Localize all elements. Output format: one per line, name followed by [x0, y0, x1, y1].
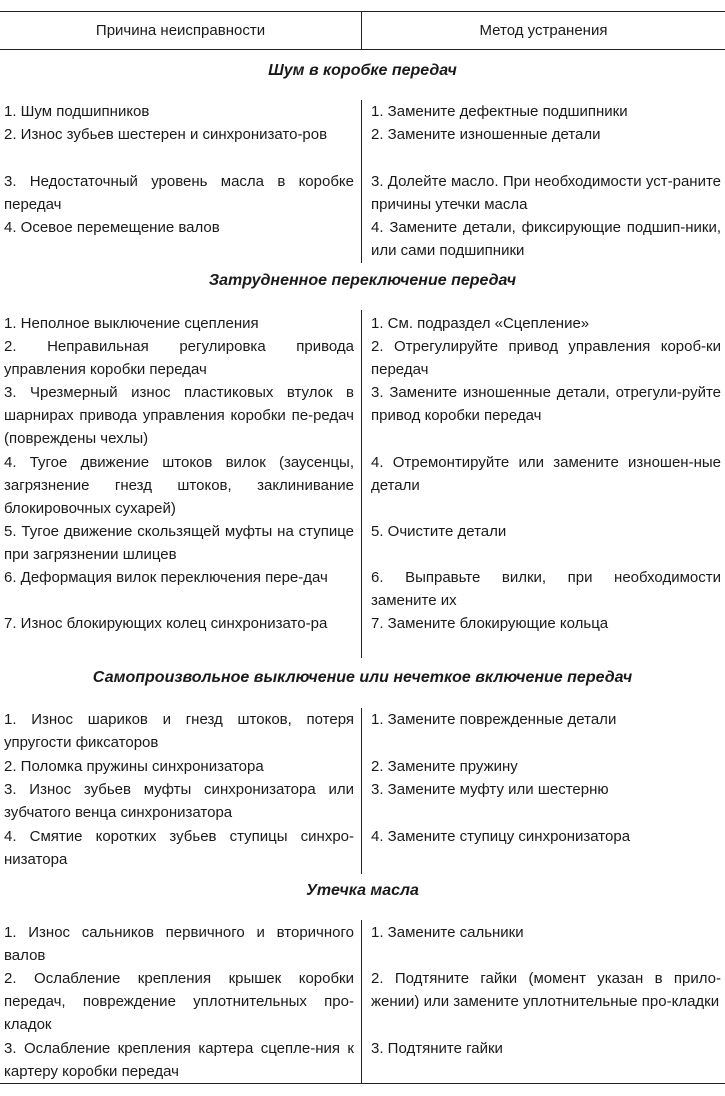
remedy-cell: 3. Долейте масло. При необходимости уст-раните причины утечки масла	[371, 173, 721, 213]
cause-cell: 3. Ослабление крепления картера сцепле-ния к картеру коробки передач	[4, 1040, 354, 1080]
remedy-cell: 2. Отрегулируйте привод управления короб-ки передач	[371, 338, 721, 378]
column-header-remedy: Метод устранения	[479, 21, 608, 39]
column-divider	[361, 920, 362, 1083]
remedy-cell: 4. Замените детали, фиксирующие подшип-ники, или сами подшипники	[371, 219, 721, 259]
cause-cell: 6. Деформация вилок переключения пере-дач	[4, 569, 328, 586]
cause-cell: 2. Износ зубьев шестерен и синхронизато-ров	[4, 126, 328, 143]
section-title: Утечка масла	[306, 882, 419, 899]
cause-cell: 3. Износ зубьев муфты синхронизатора или зубчатого венца синхронизатора	[4, 781, 354, 821]
remedy-cell: 2. Замените пружину	[371, 758, 518, 775]
remedy-cell: 4. Замените ступицу синхронизатора	[371, 828, 631, 845]
remedy-cell: 2. Замените изношенные детали	[371, 126, 601, 143]
column-divider	[361, 310, 362, 658]
column-divider	[361, 100, 362, 263]
section-title: Самопроизвольное выключение или нечеткое включение передач	[92, 669, 633, 686]
remedy-cell: 3. Подтяните гайки	[371, 1040, 503, 1057]
remedy-cell: 3. Замените изношенные детали, отрегули-руйте привод коробки передач	[371, 384, 721, 424]
cause-cell: 2. Ослабление крепления крышек коробки передач, повреждение уплотнительных про-кладок	[4, 970, 354, 1033]
cause-cell: 3. Недостаточный уровень масла в коробке передач	[4, 173, 354, 213]
remedy-cell: 1. Замените поврежденные детали	[371, 711, 617, 728]
remedy-cell: 5. Очистите детали	[371, 523, 507, 540]
remedy-cell: 2. Подтяните гайки (момент указан в прило-жении) или замените уплотнительные про-кладки	[371, 970, 721, 1010]
remedy-cell: 1. См. подраздел «Сцепление»	[371, 315, 590, 332]
section-title: Затрудненное переключение передач	[208, 272, 517, 289]
cause-cell: 5. Тугое движение скользящей муфты на ступице при загрязнении шлицев	[4, 523, 354, 563]
remedy-cell: 1. Замените дефектные подшипники	[371, 103, 628, 120]
cause-cell: 1. Шум подшипников	[4, 103, 150, 120]
cause-cell: 2. Неправильная регулировка привода управления коробки передач	[4, 338, 354, 378]
remedy-cell: 1. Замените сальники	[371, 924, 524, 941]
section-title: Шум в коробке передач	[268, 62, 457, 79]
remedy-cell: 4. Отремонтируйте или замените изношен-ные детали	[371, 454, 721, 494]
cause-cell: 3. Чрезмерный износ пластиковых втулок в шарнирах привода управления коробки пе-редач (повреждены чехлы)	[4, 384, 354, 447]
column-divider	[361, 708, 362, 874]
cause-cell: 7. Износ блокирующих колец синхронизато-ра	[4, 615, 328, 632]
cause-cell: 1. Неполное выключение сцепления	[4, 315, 259, 332]
cause-cell: 4. Смятие коротких зубьев ступицы синхро-низатора	[4, 828, 354, 868]
cause-cell: 4. Осевое перемещение валов	[4, 219, 220, 236]
remedy-cell: 3. Замените муфту или шестерню	[371, 781, 609, 798]
column-header-cause: Причина неисправности	[95, 21, 266, 39]
cause-cell: 1. Износ сальников первичного и вторичного валов	[4, 924, 354, 964]
cause-cell: 1. Износ шариков и гнезд штоков, потеря упругости фиксаторов	[4, 711, 354, 751]
cause-cell: 2. Поломка пружины синхронизатора	[4, 758, 264, 775]
table-bottom-rule	[0, 1083, 725, 1084]
remedy-cell: 7. Замените блокирующие кольца	[371, 615, 609, 632]
header-bottom-rule	[0, 49, 725, 50]
cause-cell: 4. Тугое движение штоков вилок (заусенцы, загрязнение гнезд штоков, заклинивание блокировочных сухарей)	[4, 454, 354, 517]
remedy-cell: 6. Выправьте вилки, при необходимости замените их	[371, 569, 721, 609]
